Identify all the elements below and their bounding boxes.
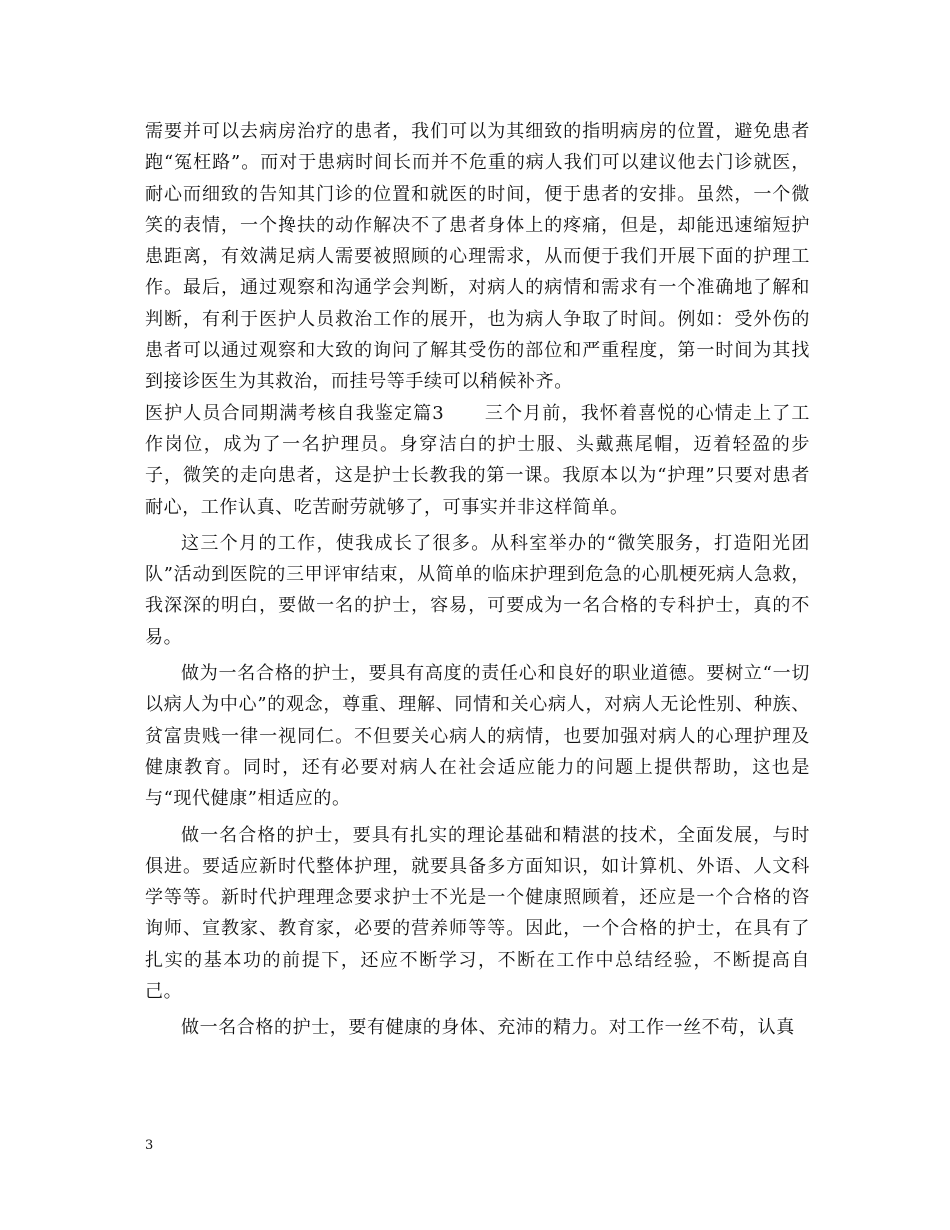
paragraph-health: 做一名合格的护士，要有健康的身体、充沛的精力。对工作一丝不苟，认真 — [181, 1017, 795, 1039]
page-number: 3 — [145, 1138, 154, 1153]
paragraph-responsibility: 做为一名合格的护士，要具有高度的责任心和良好的职业道德。要树立“一切以病人为中心”的观念，尊重、理解、同情和关心病人，对病人无论性别、种族、贫富贵贱一律一视同仁。不但要关心病人的病情，也要加强对病人的心理护理及健康教育。同时，还有必要对病人在社会适应能力的问题上提供帮助，这也是与“现代健康”相适应的。 — [145, 663, 810, 810]
paragraph-section-start — [145, 398, 810, 523]
section-intro-text: 三个月前，我怀着喜悦的心情走上了工作岗位，成为了一名护理员。身穿洁白的护士服、头戴燕尾帽，迈着轻盈的步子，微笑的走向患者，这是护士长教我的第一课。我原本以为“护理”只要对患者耐心，工作认真、吃苦耐劳就够了，可事实并非这样简单。 — [145, 402, 810, 518]
section-heading: 医护人员合同期满考核自我鉴定篇3 — [145, 402, 445, 424]
paragraph-knowledge: 做一名合格的护士，要具有扎实的理论基础和精湛的技术，全面发展，与时俱进。要适应新时代整体护理，就要具备多方面知识，如计算机、外语、人文科学等等。新时代护理理念要求护士不光是一个健康照顾着，还应是一个合格的咨询师、宣教家、教育家，必要的营养师等等。因此，一个合格的护士，在具有了扎实的基本功的前提下，还应不断学习，不断在工作中总结经验，不断提高自己。 — [145, 824, 810, 1003]
document-body — [145, 116, 810, 1044]
paragraph-growth: 这三个月的工作，使我成长了很多。从科室举办的“微笑服务，打造阳光团队”活动到医院的三甲评审结束，从简单的临床护理到危急的心肌梗死病人急救，我深深的明白，要做一名的护士，容易，可要成为一名合格的专科护士，真的不易。 — [145, 532, 810, 648]
paragraph-continuation: 需要并可以去病房治疗的患者，我们可以为其细致的指明病房的位置，避免患者跑“冤枉路”。而对于患病时间长而并不危重的病人我们可以建议他去门诊就医，耐心而细致的告知其门诊的位置和就医的时间，便于患者的安排。虽然，一个微笑的表情，一个搀扶的动作解决不了患者身体上的疼痛，但是，却能迅速缩短护患距离，有效满足病人需要被照顾的心理需求，从而便于我们开展下面的护理工作。最后，通过观察和沟通学会判断，对病人的病情和需求有一个准确地了解和判断，有利于医护人员救治工作的展开，也为病人争取了时间。例如：受外伤的患者可以通过观察和大致的询问了解其受伤的部位和严重程度，第一时间为其找到接诊医生为其救治，而挂号等手续可以稍候补齐。 — [145, 121, 810, 393]
